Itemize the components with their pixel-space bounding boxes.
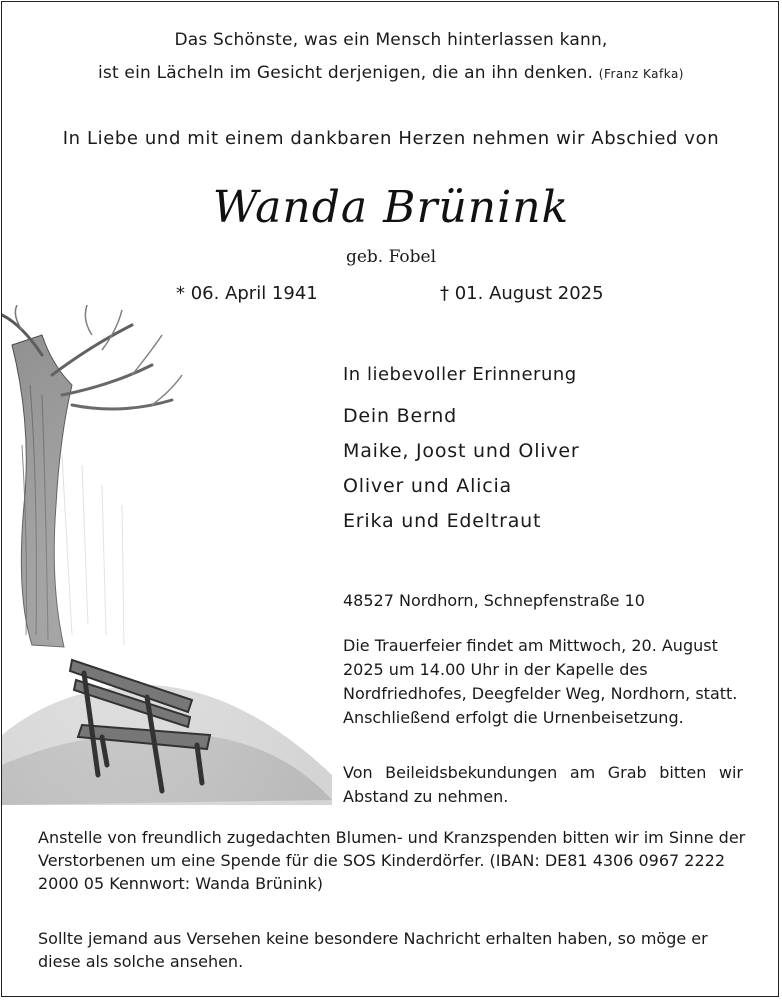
funeral-details: Die Trauerfeier findet am Mittwoch, 20. August 2025 um 14.00 Uhr in der Kapelle des Nordfriedhofes, Deegfelder Weg, Nordhorn, statt. Anschließend erfolgt die Urnenbeisetzung. — [343, 636, 738, 727]
quote-line-1: Das Schönste, was ein Mensch hinterlassen kann, — [174, 30, 608, 50]
family-member: Maike, Joost und Oliver — [343, 440, 580, 462]
deceased-name: Wanda Brünink — [212, 182, 570, 233]
quote-author: (Franz Kafka) — [598, 67, 684, 81]
birth-date: * 06. April 1941 — [176, 283, 318, 304]
tree-bench-illustration — [2, 305, 332, 805]
family-address: 48527 Nordhorn, Schnepfenstraße 10 — [343, 591, 645, 610]
family-member: Dein Bernd — [343, 405, 457, 427]
memory-heading: In liebevoller Erinnerung — [343, 364, 577, 385]
family-member: Oliver und Alicia — [343, 475, 513, 497]
quote-text: ist ein Lächeln im Gesicht derjenigen, die an ihn denken. — [97, 63, 594, 83]
farewell-intro: In Liebe und mit einem dankbaren Herzen nehmen wir Abschied von — [62, 128, 720, 149]
closing-notice: Sollte jemand aus Versehen keine besondere Nachricht erhalten haben, so möge er diese als solche ansehen. — [38, 929, 708, 971]
birth-name: geb. Fobel — [345, 247, 437, 267]
donation-request: Anstelle von freundlich zugedachten Blumen- und Kranzspenden bitten wir im Sinne der Verstorbenen um eine Spende für die SOS Kinderdörfer. (IBAN: DE81 4306 0967 2222 2000 05 Kennwort: Wanda Brünink) — [38, 828, 746, 893]
death-date: † 01. August 2025 — [440, 283, 604, 304]
condolence-request: Von Beileidsbekundungen am Grab bitten wir Abstand zu nehmen. — [343, 763, 743, 806]
quote-line-2 — [0, 63, 782, 83]
family-member: Erika und Edeltraut — [343, 510, 542, 532]
